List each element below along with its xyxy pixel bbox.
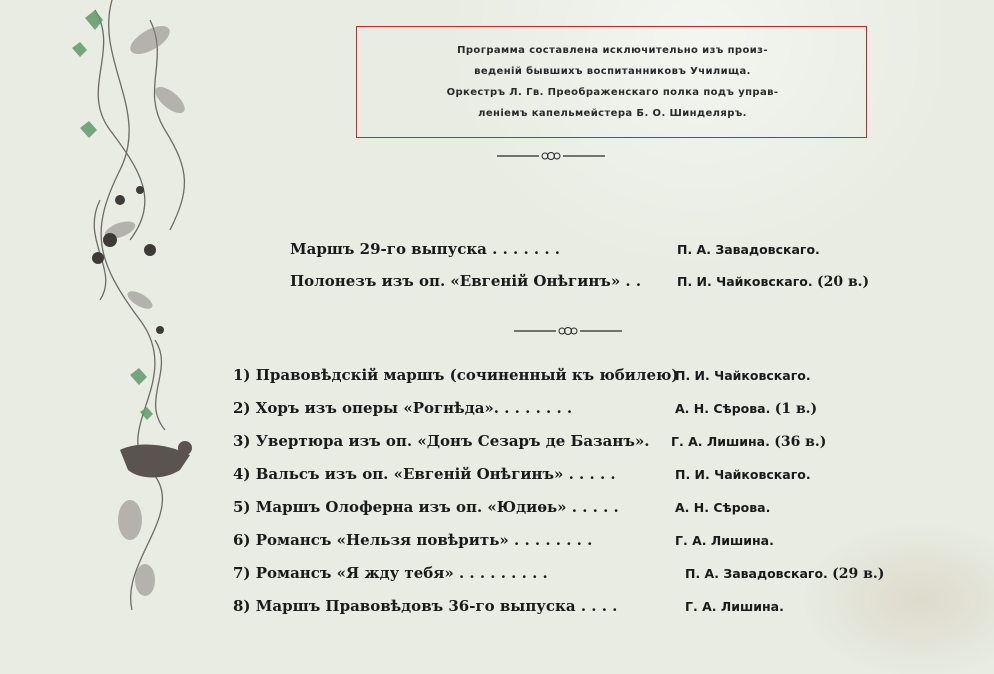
program-entry [233,498,771,516]
program-entry [233,366,811,384]
ornamental-divider [512,325,624,337]
floral-border-ornament [0,0,210,674]
program-note-line: Оркестръ Л. Гв. Преображенскаго полка подъ управ- [446,87,779,98]
composer-name: Г. А. Лишина. [671,434,770,449]
program-note-line: леніемъ капельмейстера Б. О. Шинделяръ. [478,108,747,119]
piece-title: 6) Романсъ «Нельзя повѣрить» [233,531,509,549]
program-note-line: веденій бывшихъ воспитанниковъ Училища. [474,66,751,77]
composer-name: Г. А. Лишина. [675,533,774,548]
piece-title: Маршъ 29-го выпуска [290,240,487,258]
composer-name: Г. А. Лишина. [685,599,784,614]
graduation-class: (1 в.) [774,401,818,417]
graduation-class: (36 в.) [774,434,827,450]
composer-name: П. И. Чайковскаго. [675,467,811,482]
program-entry [233,399,818,417]
program-entry [233,465,811,483]
composer-name: П. И. Чайковскаго. [675,368,811,383]
piece-title: 7) Романсъ «Я жду тебя» [233,564,454,582]
dot-leader: . . . . . [563,465,616,483]
dot-leader: . . . . . . . [499,399,573,417]
piece-title: 8) Маршъ Правовѣдовъ 36-го выпуска [233,597,576,615]
composer-name: А. Н. Сѣрова. [675,401,771,416]
program-entry [290,272,870,290]
program-entry [233,432,827,450]
program-entry [290,240,820,258]
dot-leader: . . . . . [566,498,619,516]
piece-title: 1) Правовѣдскій маршъ (сочиненный къ юбилею) [233,366,679,384]
graduation-class: (20 в.) [816,274,870,290]
dot-leader: . . [620,272,642,290]
composer-name: П. А. Завадовскаго. [677,242,820,257]
program-note-line: Программа составлена исключительно изъ произ- [457,45,768,56]
piece-title: Полонезъ изъ оп. «Евгеній Онѣгинъ» [290,272,621,290]
program-entry [233,564,885,582]
dot-leader: . . . . . . . [486,240,561,258]
composer-name: П. А. Завадовскаго. [685,566,828,581]
ornamental-divider [495,150,607,162]
dot-leader: . . . . . . . . [508,531,593,549]
program-note-box [356,26,867,138]
piece-title: 3) Увертюра изъ оп. «Донъ Сезаръ де Базанъ». [233,432,650,450]
program-entry [233,531,774,549]
composer-name: А. Н. Сѣрова. [675,500,771,515]
graduation-class: (29 в.) [832,566,885,582]
piece-title: 2) Хоръ изъ оперы «Рогнѣда». [233,399,500,417]
program-entry [233,597,784,615]
dot-leader: . . . . [575,597,618,615]
composer-name: П. И. Чайковскаго. [677,274,813,289]
dot-leader: . . . . . . . . . [453,564,548,582]
piece-title: 5) Маршъ Олоферна изъ оп. «Юдиѳь» [233,498,567,516]
piece-title: 4) Вальсъ изъ оп. «Евгеній Онѣгинъ» [233,465,564,483]
